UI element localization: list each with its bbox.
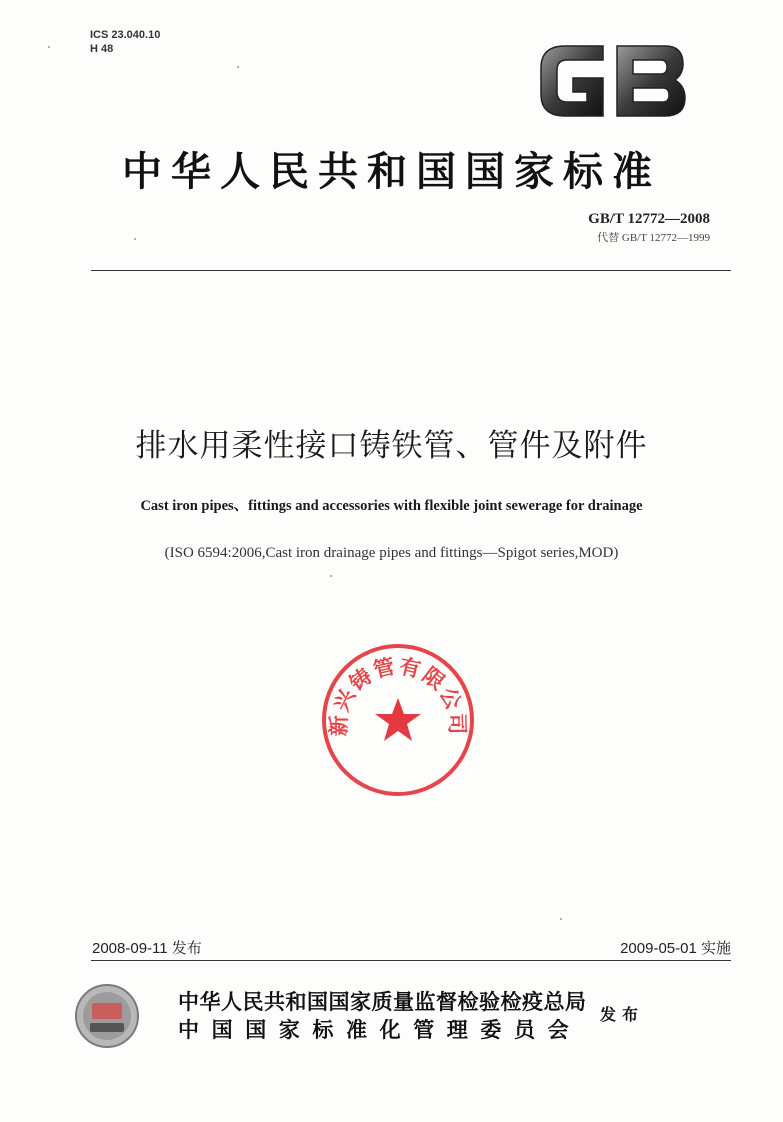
issuer-aqsiq: 中华人民共和国国家质量监督检验检疫总局 <box>178 990 587 1014</box>
classification-codes <box>90 28 160 56</box>
company-seal-icon <box>318 640 478 800</box>
implementation-date: 2009-05-01 实施 <box>620 940 731 957</box>
gb-logo-icon <box>533 38 691 122</box>
replaces-standard: 代替 GB/T 12772—1999 <box>597 232 710 244</box>
standard-number: GB/T 12772—2008 <box>588 211 710 227</box>
issuer-sac: 中国国家标准化管理委员会 <box>178 1018 582 1042</box>
scan-speck <box>237 66 239 68</box>
scan-speck <box>560 918 562 920</box>
scan-speck <box>134 238 136 240</box>
english-title: Cast iron pipes、fittings and accessories with flexible joint sewerage for drainage <box>140 498 643 514</box>
scan-speck <box>48 46 50 48</box>
top-divider <box>91 270 731 271</box>
issue-date: 2008-09-11 发布 <box>92 940 202 957</box>
svg-text:新兴铸管有限公司: 新兴铸管有限公司 <box>326 653 470 737</box>
national-standard-title: 中华人民共和国国家标准 <box>122 148 661 195</box>
scan-speck <box>330 575 332 577</box>
ics-code: ICS 23.040.10 <box>90 29 161 41</box>
iso-reference: (ISO 6594:2006,Cast iron drainage pipes and fittings—Spigot series,MOD) <box>164 545 619 561</box>
aqsiq-emblem-icon <box>74 983 140 1049</box>
standard-number-block <box>588 211 710 245</box>
chinese-title: 排水用柔性接口铸铁管、管件及附件 <box>135 428 648 464</box>
publish-label: 发布 <box>600 1005 645 1024</box>
h-code: H 48 <box>90 43 114 55</box>
bottom-divider <box>91 960 731 961</box>
